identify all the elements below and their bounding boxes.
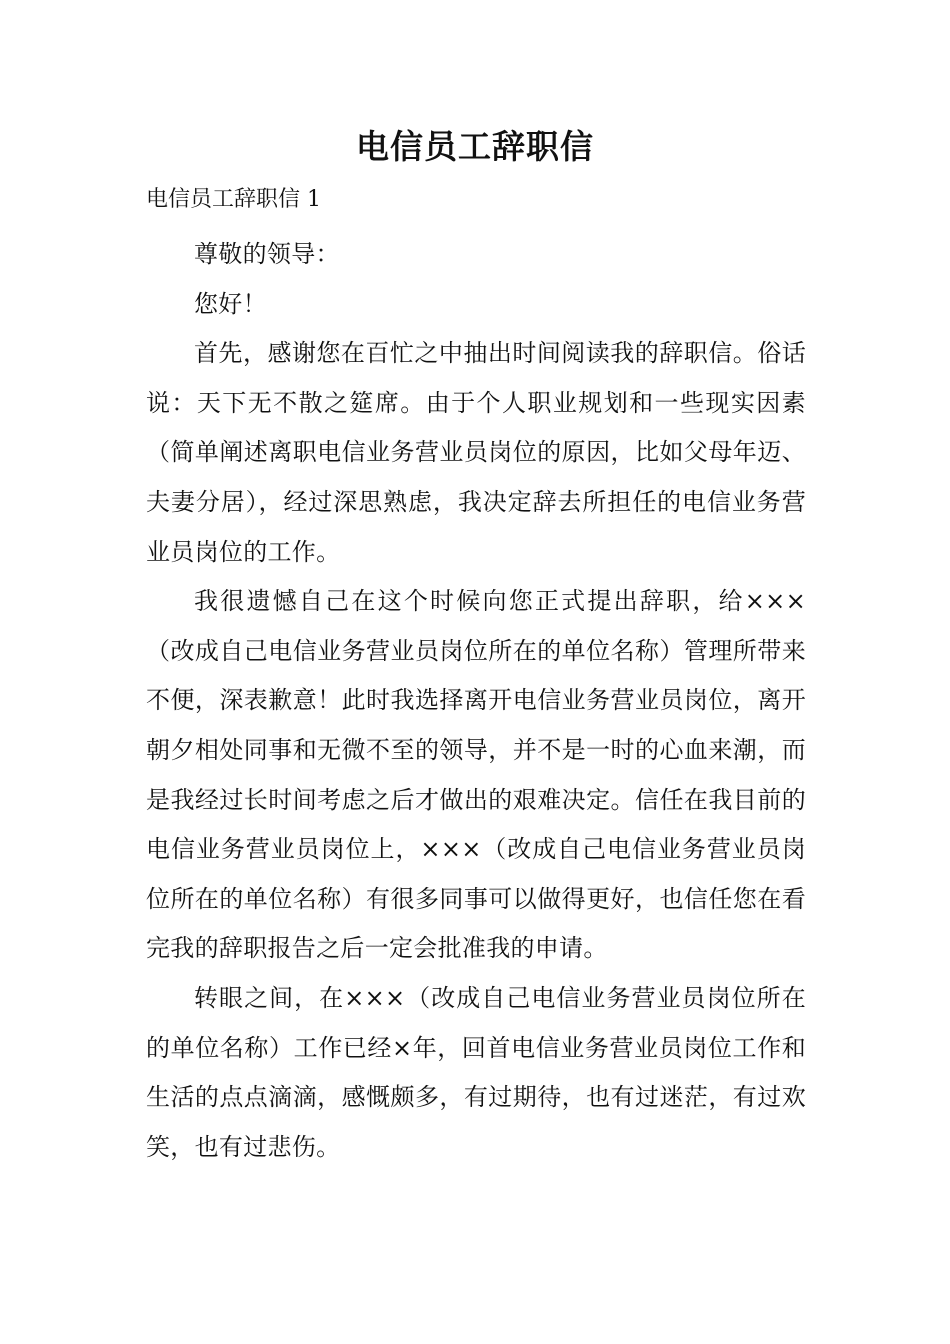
paragraph-2: 我很遗憾自己在这个时候向您正式提出辞职，给×××（改成自己电信业务营业员岗位所在的单位名称）管理所带来不便，深表歉意！此时我选择离开电信业务营业员岗位，离开朝夕相处同事和无微不至的领导，并不是一时的心血来潮，而是我经过长时间考虑之后才做出的艰难决定。信任在我目前的电信业务营业员岗位上，×××（改成自己电信业务营业员岗位所在的单位名称）有很多同事可以做得更好，也信任您在看完我的辞职报告之后一定会批准我的申请。 [146, 587, 806, 963]
paragraph-3: 转眼之间，在×××（改成自己电信业务营业员岗位所在的单位名称）工作已经×年，回首电信业务营业员岗位工作和生活的点点滴滴，感慨颇多，有过期待，也有过迷茫，有过欢笑，也有过悲伤。 [146, 983, 806, 1161]
document-title: 电信员工辞职信 [356, 127, 594, 166]
greeting: 您好！ [194, 289, 267, 318]
salutation: 尊敬的领导： [194, 240, 340, 268]
letter-body [146, 230, 806, 1172]
paragraph-1: 首先，感谢您在百忙之中抽出时间阅读我的辞职信。俗话说：天下无不散之筵席。由于个人职业规划和一些现实因素（简单阐述离职电信业务营业员岗位的原因，比如父母年迈、夫妻分居），经过深思熟虑，我决定辞去所担任的电信业务营业员岗位的工作。 [146, 339, 806, 566]
document-subtitle: 电信员工辞职信 1 [146, 187, 321, 212]
